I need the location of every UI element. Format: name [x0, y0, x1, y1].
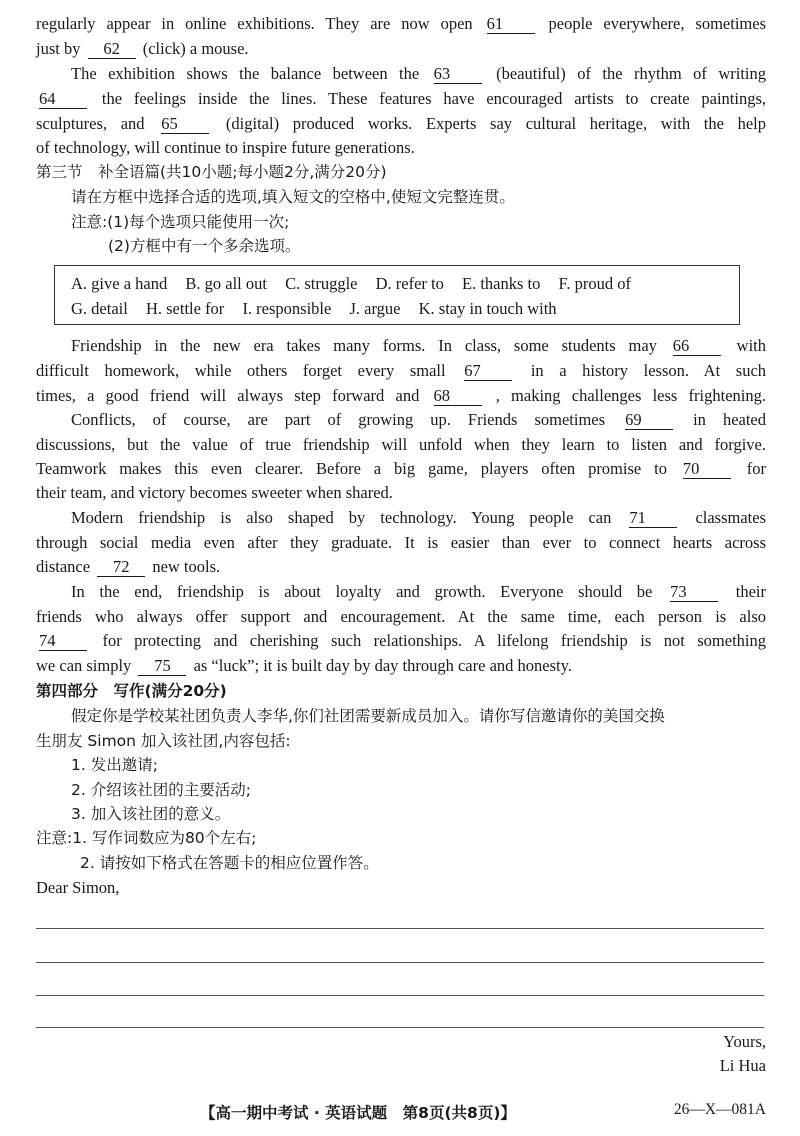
answer-blank-63[interactable]: 63 — [434, 65, 482, 84]
section4-title: 第四部分 写作(满分20分) — [36, 682, 227, 700]
answer-blank-66[interactable]: 66 — [673, 337, 721, 356]
option-i: I. responsible — [242, 299, 332, 318]
letter-closing: Yours, — [723, 1032, 766, 1051]
text: we can simply — [36, 656, 132, 675]
answer-blank-64[interactable]: 64 — [39, 90, 87, 109]
text-line — [36, 12, 766, 36]
text: the feelings inside the lines. These features have encouraged artists to create paintings, — [101, 89, 767, 108]
section4-note1: 注意:1. 写作词数应为80个左右; — [36, 829, 257, 847]
text: new tools. — [152, 557, 221, 576]
text: their — [735, 582, 767, 601]
section4-item-2: 2. 介绍该社团的主要活动; — [71, 781, 251, 799]
text: Conflicts, of course, are part of growing up. Friends sometimes — [71, 410, 606, 429]
text-line: their team, and victory becomes sweeter when shared. — [36, 483, 393, 502]
text: (digital) produced works. Experts say cultural heritage, with the help — [225, 114, 767, 133]
section3-instruction: 请在方框中选择合适的选项,填入短文的空格中,使短文完整连贯。 — [71, 188, 515, 206]
text-line: of technology, will continue to inspire future generations. — [36, 138, 415, 157]
text-line: through social media even after they graduate. It is easier than ever to connect hearts across — [36, 533, 766, 552]
answer-blank-72[interactable]: 72 — [97, 558, 145, 577]
text-line — [36, 112, 766, 136]
text: difficult homework, while others forget every small — [36, 361, 446, 380]
text: as “luck”; it is built day by day through care and honesty. — [193, 656, 572, 675]
text-line: friends who always offer support and encouragement. At the same time, each person is also — [36, 607, 766, 626]
answer-blank-69[interactable]: 69 — [625, 411, 673, 430]
text: times, a good friend will always step forward and — [36, 386, 420, 405]
text: in a history lesson. At such — [530, 361, 767, 380]
text-line — [36, 555, 766, 579]
answer-blank-71[interactable]: 71 — [629, 509, 677, 528]
text: (click) a mouse. — [142, 39, 249, 58]
page-footer: 【高一期中考试 · 英语试题 第8页(共8页)】 — [200, 1104, 516, 1122]
option-e: E. thanks to — [462, 274, 541, 293]
writing-line[interactable] — [36, 962, 764, 963]
text: sculptures, and — [36, 114, 145, 133]
answer-blank-68[interactable]: 68 — [434, 387, 482, 406]
answer-blank-67[interactable]: 67 — [464, 362, 512, 381]
text: with — [736, 336, 766, 355]
section4-item-3: 3. 加入该社团的意义。 — [71, 805, 231, 823]
text: The exhibition shows the balance between the — [71, 64, 420, 83]
text: , making challenges less frightening. — [495, 386, 766, 405]
section3-note2: (2)方框中有一个多余选项。 — [108, 237, 301, 255]
text: In the end, friendship is about loyalty and growth. Everyone should be — [71, 582, 653, 601]
writing-line[interactable] — [36, 995, 764, 996]
text-line: discussions, but the value of true friendship will unfold when they learn to listen and forgive. — [36, 435, 766, 454]
text-line — [36, 37, 766, 61]
answer-blank-74[interactable]: 74 — [39, 632, 87, 651]
writing-line[interactable] — [36, 1027, 764, 1028]
options-row-1 — [71, 272, 645, 296]
writing-line[interactable] — [36, 928, 764, 929]
paper-code: 26—X—081A — [673, 1101, 766, 1118]
section4-note2: 2. 请按如下格式在答题卡的相应位置作答。 — [80, 854, 379, 872]
text: (beautiful) of the rhythm of writing — [496, 64, 766, 83]
text: distance — [36, 557, 91, 576]
text-line — [36, 384, 766, 408]
letter-signature: Li Hua — [719, 1056, 766, 1075]
answer-blank-70[interactable]: 70 — [683, 460, 731, 479]
option-c: C. struggle — [285, 274, 358, 293]
text: Friendship in the new era takes many forms. In class, some students may — [71, 336, 657, 355]
option-b: B. go all out — [185, 274, 267, 293]
option-k: K. stay in touch with — [418, 299, 557, 318]
text-line — [36, 359, 766, 383]
text: for — [746, 459, 767, 478]
option-j: J. argue — [349, 299, 401, 318]
text-line — [71, 62, 766, 86]
text: Teamwork makes this even clearer. Before a big game, players often promise to — [36, 459, 667, 478]
text-line — [71, 580, 766, 604]
text: people everywhere, sometimes — [548, 14, 766, 33]
section3-title: 第三节 补全语篇(共10小题;每小题2分,满分20分) — [36, 163, 387, 181]
option-g: G. detail — [71, 299, 128, 318]
answer-blank-73[interactable]: 73 — [670, 583, 718, 602]
text: in heated — [693, 410, 767, 429]
option-d: D. refer to — [375, 274, 444, 293]
text-line — [36, 87, 766, 111]
section4-prompt: 假定你是学校某社团负责人李华,你们社团需要新成员加入。请你写信邀请你的美国交换 — [71, 707, 665, 725]
text: just by — [36, 39, 81, 58]
options-box — [54, 265, 740, 325]
text-line — [36, 457, 766, 481]
text-line — [36, 654, 766, 678]
section4-item-1: 1. 发出邀请; — [71, 756, 158, 774]
option-h: H. settle for — [145, 299, 225, 318]
letter-salutation: Dear Simon, — [36, 878, 120, 897]
options-row-2 — [71, 297, 571, 321]
answer-blank-65[interactable]: 65 — [161, 115, 209, 134]
answer-blank-61[interactable]: 61 — [487, 15, 535, 34]
text: classmates — [695, 508, 766, 527]
text-line — [36, 629, 766, 653]
section3-note1: 注意:(1)每个选项只能使用一次; — [71, 213, 290, 231]
option-f: F. proud of — [558, 274, 631, 293]
text-line — [71, 408, 766, 432]
text-line — [71, 506, 766, 530]
text: Modern friendship is also shaped by technology. Young people can — [71, 508, 612, 527]
text: for protecting and cherishing such relationships. A lifelong friendship is not something — [102, 631, 767, 650]
text-line — [71, 334, 766, 358]
answer-blank-62[interactable]: 62 — [88, 40, 136, 59]
answer-blank-75[interactable]: 75 — [138, 657, 186, 676]
option-a: A. give a hand — [71, 274, 168, 293]
text: regularly appear in online exhibitions. They are now open — [36, 14, 473, 33]
section4-prompt: 生朋友 Simon 加入该社团,内容包括: — [36, 732, 291, 750]
